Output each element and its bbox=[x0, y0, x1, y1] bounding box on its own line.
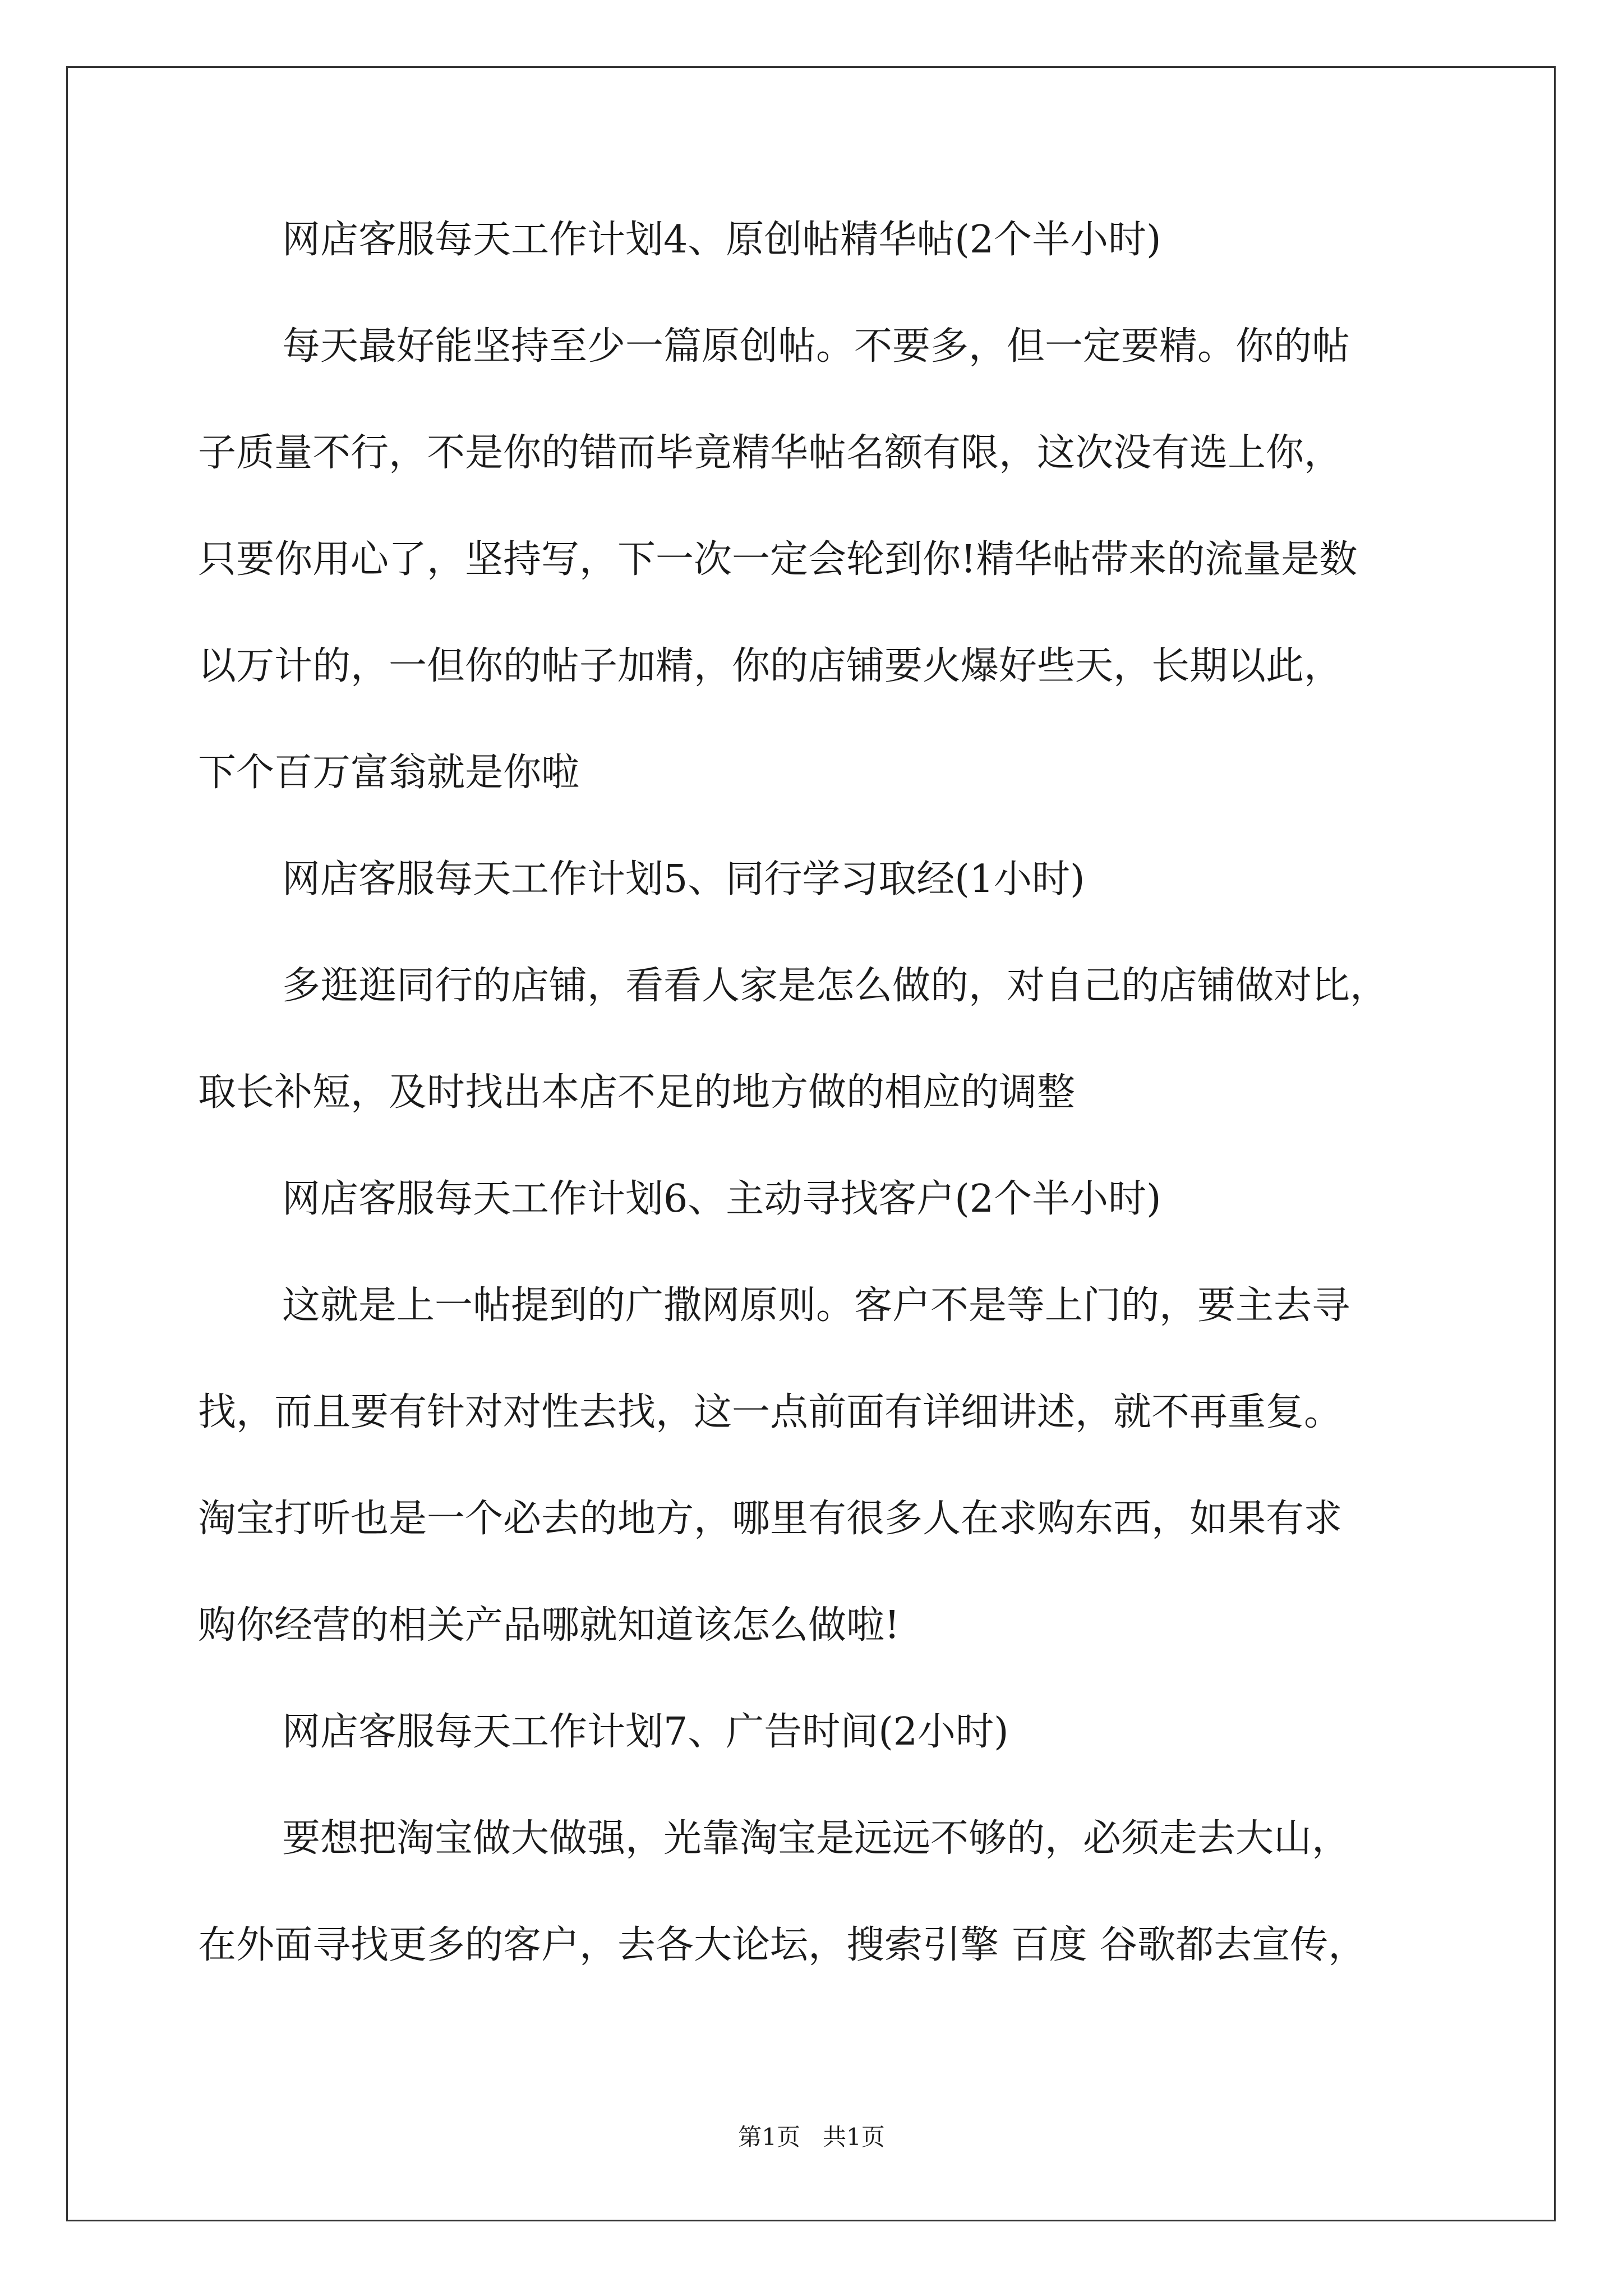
paragraph-line: 要想把淘宝做大做强，光靠淘宝是远远不够的，必须走去大山， bbox=[282, 1816, 1350, 1861]
section-heading-5: 网店客服每天工作计划5、同行学习取经(1小时) bbox=[282, 857, 1085, 901]
page-footer: 第1页 共1页 bbox=[738, 2123, 885, 2151]
paragraph-line: 多逛逛同行的店铺，看看人家是怎么做的，对自己的店铺做对比， bbox=[282, 964, 1389, 1008]
paragraph-line: 只要你用心了，坚持写，下一次一定会轮到你!精华帖带来的流量是数 bbox=[198, 537, 1358, 582]
paragraph-line: 购你经营的相关产品哪就知道该怎么做啦! bbox=[198, 1603, 900, 1648]
section-heading-7: 网店客服每天工作计划7、广告时间(2小时) bbox=[282, 1710, 1009, 1754]
paragraph-line: 下个百万富翁就是你啦 bbox=[198, 751, 580, 795]
paragraph-line: 每天最好能坚持至少一篇原创帖。不要多，但一定要精。你的帖 bbox=[282, 324, 1350, 369]
page-border bbox=[66, 66, 1556, 2221]
paragraph-line: 淘宝打听也是一个必去的地方，哪里有很多人在求购东西，如果有求 bbox=[198, 1497, 1343, 1541]
paragraph-line: 这就是上一帖提到的广撒网原则。客户不是等上门的，要主去寻 bbox=[282, 1283, 1350, 1328]
paragraph-line: 以万计的，一但你的帖子加精，你的店铺要火爆好些天，长期以此， bbox=[198, 644, 1343, 688]
section-heading-4: 网店客服每天工作计划4、原创帖精华帖(2个半小时) bbox=[282, 218, 1161, 262]
paragraph-line: 取长补短，及时找出本店不足的地方做的相应的调整 bbox=[198, 1070, 1076, 1115]
paragraph-line: 找，而且要有针对对性去找，这一点前面有详细讲述，就不再重复。 bbox=[198, 1390, 1343, 1434]
paragraph-line: 在外面寻找更多的客户，去各大论坛，搜索引擎 百度 谷歌都去宣传， bbox=[198, 1923, 1367, 1967]
section-heading-6: 网店客服每天工作计划6、主动寻找客户(2个半小时) bbox=[282, 1177, 1161, 1221]
paragraph-line: 子质量不行，不是你的错而毕竟精华帖名额有限，这次没有选上你， bbox=[198, 431, 1343, 475]
